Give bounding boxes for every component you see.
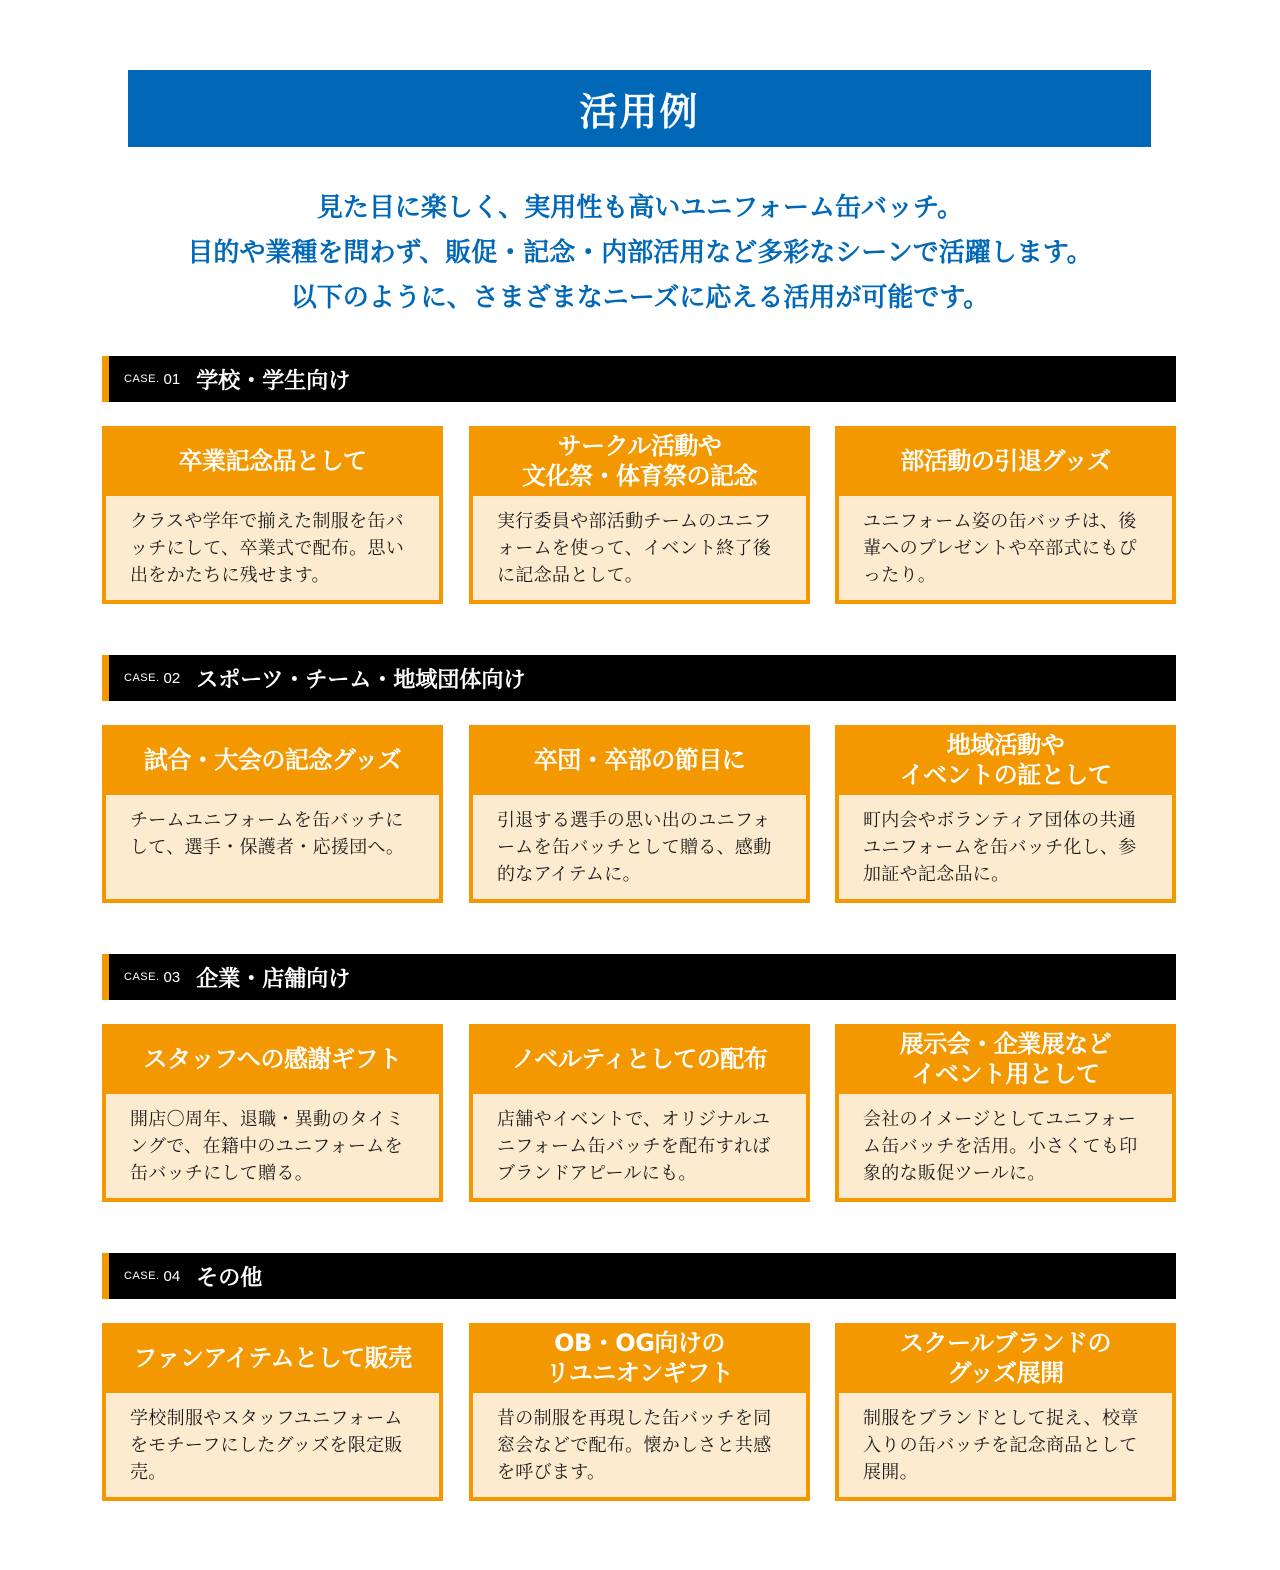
intro-text [0,186,1280,321]
case-tag: CASE. [124,971,160,983]
card-description: 町内会やボランティア団体の共通ユニフォームを缶バッチ化し、参加証や記念品に。 [839,795,1172,899]
card-heading-text: サークル活動や 文化祭・体育祭の記念 [522,432,757,490]
case-card [102,1323,443,1501]
case-number: 04 [163,1267,181,1285]
card-description: 実行委員や部活動チームのユニフォームを使って、イベント終了後に記念品として。 [473,496,806,600]
intro-line: 見た目に楽しく、実用性も高いユニフォーム缶バッチ。 [316,193,964,223]
card-heading [102,1024,443,1094]
card-heading-text: 試合・大会の記念グッズ [143,746,402,774]
intro-line: 以下のように、さまざまなニーズに応える活用が可能です。 [290,283,990,313]
card-heading-text: ファンアイテムとして販売 [133,1344,412,1372]
page-title: 活用例 [128,70,1151,147]
card-heading [469,426,810,496]
case-card [469,1323,810,1501]
case-header-03 [102,954,1176,1000]
card-description: 昔の制服を再現した缶バッチを同窓会などで配布。懐かしさと共感を呼びます。 [473,1393,806,1497]
card-heading [835,1323,1176,1393]
card-description: チームユニフォームを缶バッチにして、選手・保護者・応援団へ。 [106,795,439,899]
card-heading-text: 地域活動や イベントの証として [899,731,1112,789]
case-card [835,426,1176,604]
card-heading [469,1323,810,1393]
card-heading-text: OB・OG向けの リユニオンギフト [545,1329,734,1387]
card-description: 引退する選手の思い出のユニフォームを缶バッチとして贈る、感動的なアイテムに。 [473,795,806,899]
case-card [469,426,810,604]
card-heading [835,725,1176,795]
card-heading-text: 展示会・企業展など イベント用として [899,1030,1112,1088]
card-description: 開店〇周年、退職・異動のタイミングで、在籍中のユニフォームを缶バッチにして贈る。 [106,1094,439,1198]
card-heading [835,426,1176,496]
card-heading [102,725,443,795]
card-description: 制服をブランドとして捉え、校章入りの缶バッチを記念商品として展開。 [839,1393,1172,1497]
card-description: 会社のイメージとしてユニフォーム缶バッチを活用。小さくても印象的な販促ツールに。 [839,1094,1172,1198]
case-number: 01 [163,370,181,388]
case-number: 03 [163,968,181,986]
card-heading [835,1024,1176,1094]
case-header-01 [102,356,1176,402]
case-header-02 [102,655,1176,701]
case-card [835,725,1176,903]
card-heading [469,725,810,795]
card-heading [469,1024,810,1094]
case-header-04 [102,1253,1176,1299]
card-heading-text: ノベルティとしての配布 [511,1045,768,1073]
card-heading-text: 部活動の引退グッズ [900,447,1111,475]
card-heading-text: 卒団・卒部の節目に [533,746,746,774]
case-card [469,725,810,903]
card-description: 店舗やイベントで、オリジナルユニフォーム缶バッチを配布すればブランドアピールにも。 [473,1094,806,1198]
card-description: 学校制服やスタッフユニフォームをモチーフにしたグッズを限定販売。 [106,1393,439,1497]
case-card [835,1323,1176,1501]
case-card [102,1024,443,1202]
case-title: スポーツ・チーム・地域団体向け [196,667,526,693]
case-title: 企業・店舗向け [196,966,351,992]
case-card [102,725,443,903]
case-card [835,1024,1176,1202]
card-heading-text: スタッフへの感謝ギフト [143,1045,402,1073]
case-card [102,426,443,604]
card-heading [102,1323,443,1393]
case-number: 02 [163,669,181,687]
card-heading-text: 卒業記念品として [178,447,367,475]
card-heading [102,426,443,496]
case-tag: CASE. [124,373,160,385]
case-title: その他 [196,1265,263,1291]
case-title: 学校・学生向け [196,368,351,394]
case-tag: CASE. [124,1270,160,1282]
card-heading-text: スクールブランドの グッズ展開 [899,1329,1112,1387]
card-description: クラスや学年で揃えた制服を缶バッチにして、卒業式で配布。思い出をかたちに残せます。 [106,496,439,600]
card-description: ユニフォーム姿の缶バッチは、後輩へのプレゼントや卒部式にもぴったり。 [839,496,1172,600]
case-tag: CASE. [124,672,160,684]
case-card [469,1024,810,1202]
intro-line: 目的や業種を問わず、販促・記念・内部活用など多彩なシーンで活躍します。 [187,238,1093,268]
